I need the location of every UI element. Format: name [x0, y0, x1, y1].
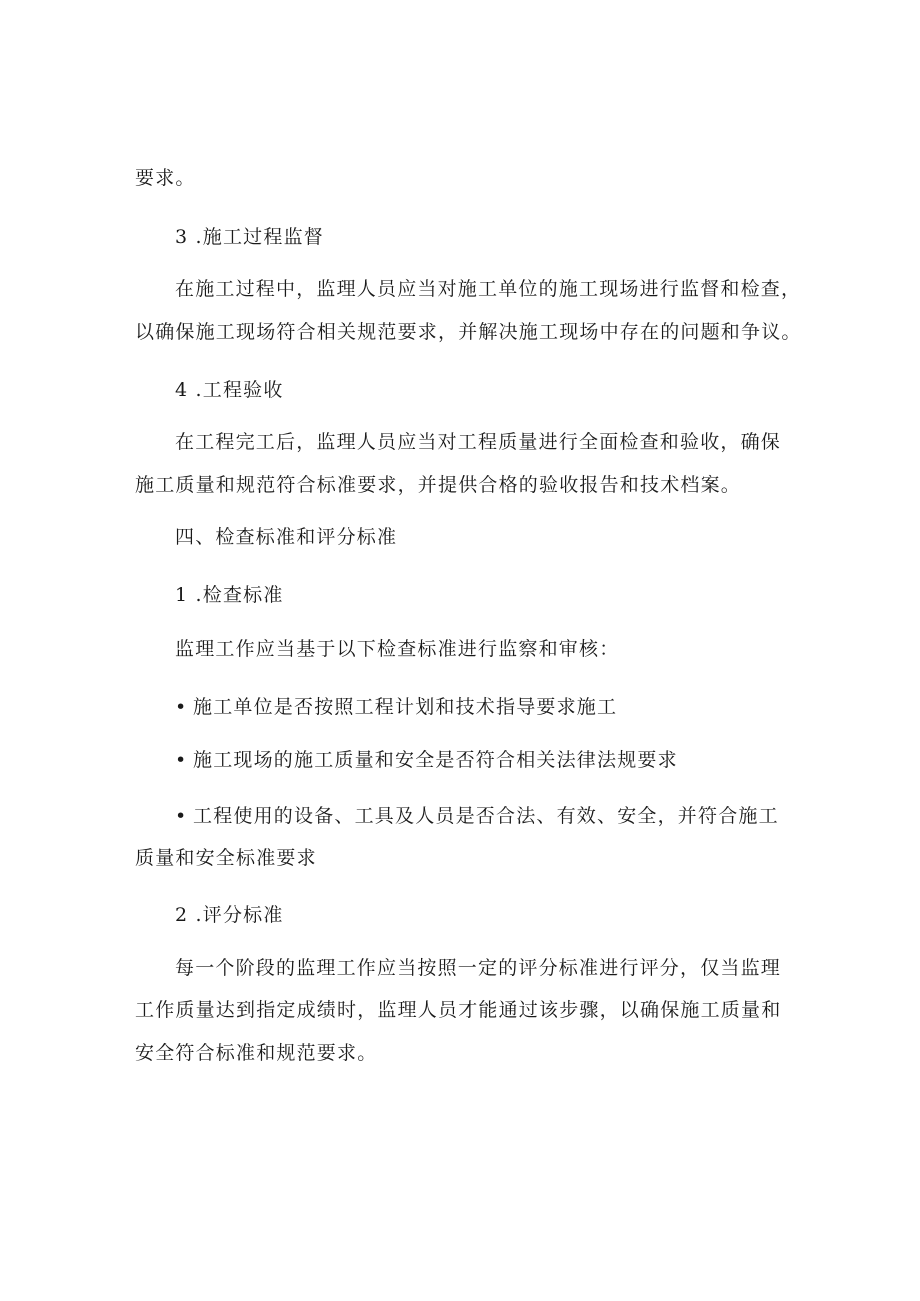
scoring-paragraph-line-2: 工作质量达到指定成绩时，监理人员才能通过该步骤，以确保施工质量和	[135, 999, 782, 1021]
bullet-icon: •	[175, 749, 188, 771]
inspection-intro: 监理工作应当基于以下检查标准进行监察和审核：	[175, 638, 620, 660]
bullet-item-3	[175, 804, 779, 828]
subsection-2-heading: 2 .评分标准	[175, 904, 284, 926]
bullet-item-1	[175, 695, 617, 719]
bullet-text: 施工现场的施工质量和安全是否符合相关法律法规要求	[193, 749, 678, 771]
section-3-paragraph-line-1: 在施工过程中，监理人员应当对施工单位的施工现场进行监督和检查，	[175, 278, 802, 300]
section-3-paragraph-line-2: 以确保施工现场符合相关规范要求，并解决施工现场中存在的问题和争议。	[135, 321, 802, 343]
continuation-text: 要求。	[135, 167, 196, 189]
bullet-item-3-continuation: 质量和安全标准要求	[135, 847, 317, 869]
section-4-paragraph-line-1: 在工程完工后，监理人员应当对工程质量进行全面检查和验收，确保	[175, 431, 782, 453]
section-4-paragraph-line-2: 施工质量和规范符合标准要求，并提供合格的验收报告和技术档案。	[135, 474, 742, 496]
section-4-heading: 4 .工程验收	[175, 379, 284, 401]
scoring-paragraph-line-1: 每一个阶段的监理工作应当按照一定的评分标准进行评分，仅当监理	[175, 957, 782, 979]
bullet-text: 工程使用的设备、工具及人员是否合法、有效、安全，并符合施工	[193, 805, 779, 827]
bullet-icon: •	[175, 696, 188, 718]
chapter-4-heading: 四、检查标准和评分标准	[175, 526, 398, 548]
scoring-paragraph-line-3: 安全符合标准和规范要求。	[135, 1042, 378, 1064]
bullet-item-2	[175, 748, 678, 772]
bullet-text: 施工单位是否按照工程计划和技术指导要求施工	[193, 696, 618, 718]
subsection-1-heading: 1 .检查标准	[175, 584, 284, 606]
section-3-heading: 3 .施工过程监督	[175, 226, 324, 248]
bullet-icon: •	[175, 805, 188, 827]
